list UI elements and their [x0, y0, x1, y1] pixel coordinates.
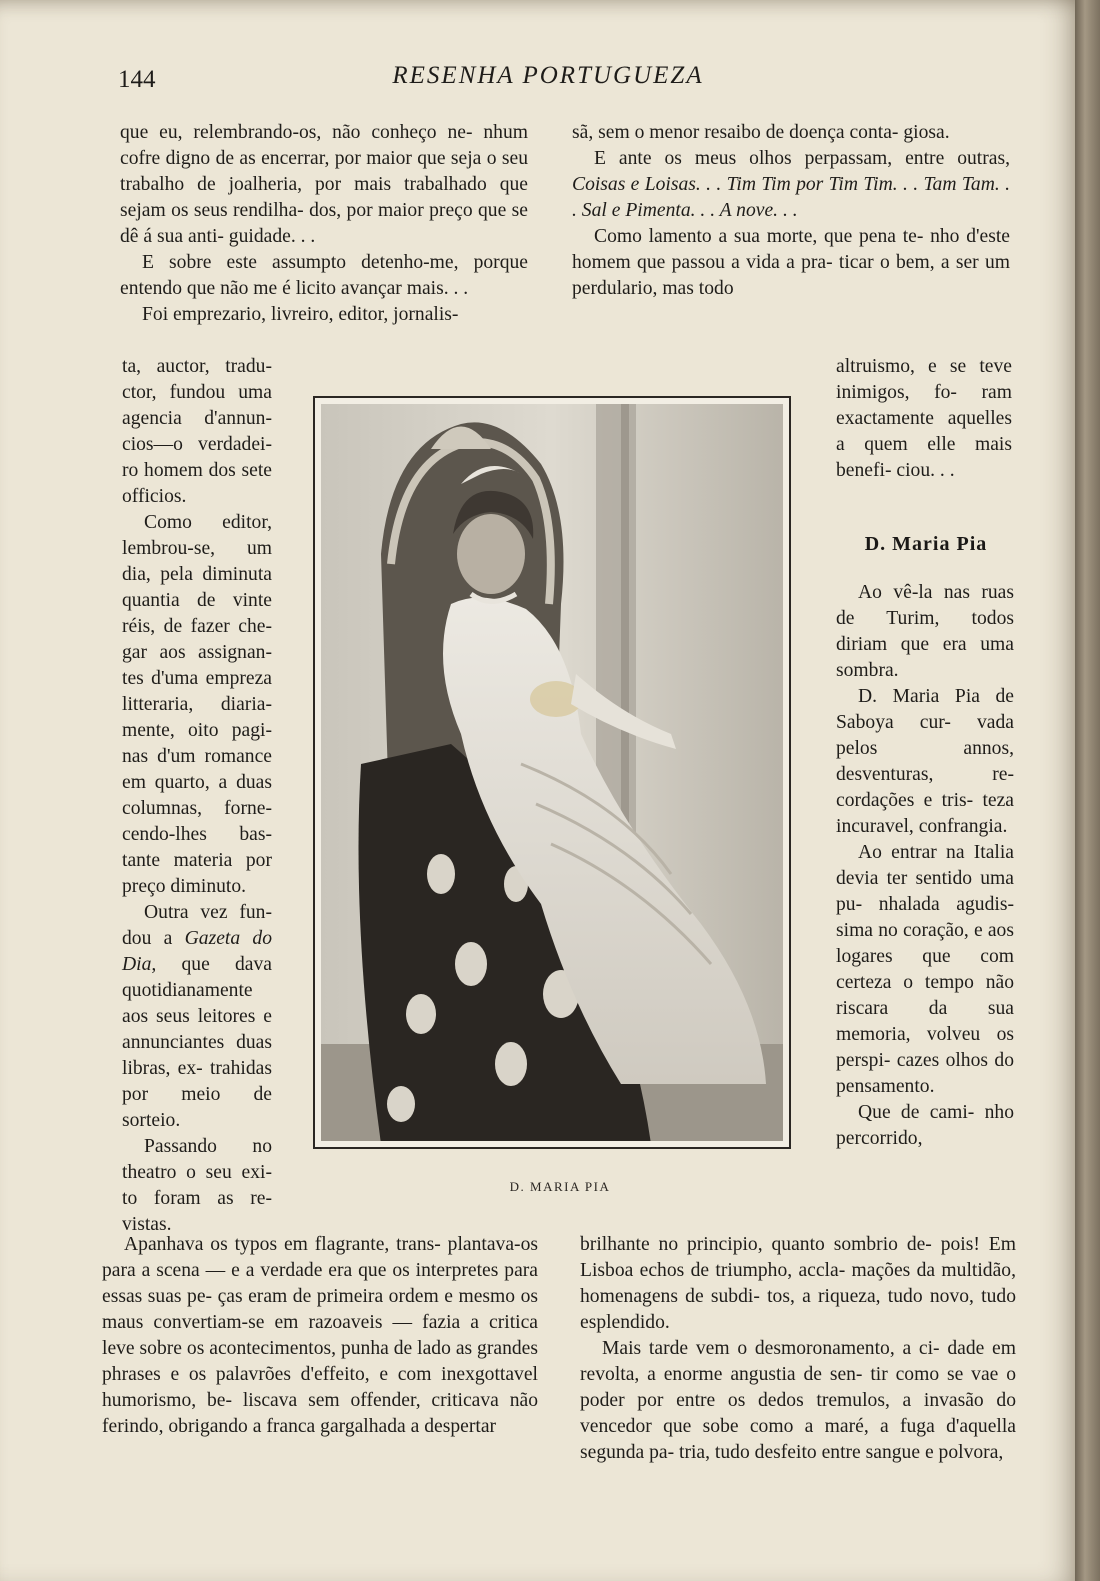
book-spine	[1075, 0, 1100, 1581]
text-run: que dava quotidianamente aos seus leitores e annunciantes duas libras, ex- trahidas por meio de sorteio.	[122, 954, 272, 1131]
right-column-narrow	[836, 580, 1014, 1152]
paragraph: sã, sem o menor resaibo de doença conta- giosa.	[572, 122, 950, 143]
section-heading: D. Maria Pia	[864, 533, 988, 555]
paragraph: Apanhava os typos em flagrante, trans- plantava-os para a scena — e a verdade era que os interpretes para essas suas pe- ças eram de primeira ordem e mesmo os maus convertiam-se em razoaveis — fazia a critica leve sobre os acontecimentos, punha de lado as grandes phrases e os palavrões d'effeito, e com inexgottavel humorismo, be- liscava sem offender, criticava não ferindo, obrigando a franca gargalhada a despertar	[102, 1234, 538, 1437]
paragraph: brilhante no principio, quanto sombrio de- pois! Em Lisboa echos de triumpho, accla- mações da multidão, homenagens de subdi- tos, a riqueza, tudo novo, tudo esplendido.	[580, 1234, 1016, 1333]
paragraph: altruismo, e se teve inimigos, fo- ram exactamente aquelles a quem elle mais benefi- ciou. . .	[836, 356, 1012, 481]
paragraph: ta, auctor, tradu- ctor, fundou uma agencia d'annun- cios—o verdadei- ro homem dos sete officios.	[122, 356, 272, 507]
portrait-photo	[313, 396, 791, 1149]
paragraph: que eu, relembrando-os, não conheço ne- nhum cofre digno de as encerrar, por maior que seja o seu trabalho de joalheria, por mais trabalhado que sejam os seus rendilha- dos, por maior preço que se dê á sua anti- guidade. . .	[120, 122, 528, 247]
paragraph	[572, 146, 1010, 224]
paragraph: E sobre este assumpto detenho-me, porque entendo que não me é licito avançar mais. . .	[120, 252, 528, 299]
right-column-upper	[572, 120, 1010, 302]
paragraph: Passando no theatro o seu exi- to foram as re- vistas.	[122, 1136, 272, 1235]
paragraph: Ao entrar na Italia devia ter sentido uma pu- nhalada agudis- sima no coração, e aos logares que com certeza o tempo não riscara da sua memoria, volveu os perspi- cazes olhos do pensamento.	[836, 842, 1014, 1097]
right-column-bottom	[580, 1232, 1016, 1466]
paragraph: Como editor, lembrou-se, um dia, pela diminuta quantia de vinte réis, de fazer che- gar aos assignan- tes d'uma empreza litteraria, diaria- mente, oito pagi- nas d'um romance em quarto, a duas columnas, forne- cendo-lhes bas- tante materia por preço diminuto.	[122, 512, 272, 897]
paragraph	[122, 900, 272, 1134]
paragraph: Mais tarde vem o desmoronamento, a ci- dade em revolta, a enorme angustia de sen- tir como se vae o poder por entre os dedos tremulos, a invasão do vencedor que sobe como a maré, a fuga d'aquella segunda pa- tria, tudo desfeito entre sangue e polvora,	[580, 1338, 1016, 1463]
text-run: E ante os meus olhos perpassam, entre outras,	[594, 148, 1010, 169]
paragraph: Como lamento a sua morte, que pena te- nho d'este homem que passou a vida a pra- ticar o bem, a ser um perdulario, mas todo	[572, 226, 1010, 299]
journal-title: RESENHA PORTUGUEZA	[392, 62, 704, 89]
left-column-narrow	[122, 354, 272, 1238]
paragraph: Que de cami- nho percorrido,	[836, 1102, 1014, 1149]
right-column-narrow-top	[836, 354, 1012, 484]
portrait-illustration	[321, 404, 783, 1141]
text-run: Outra vez fun- dou a	[122, 902, 272, 949]
photo-caption: D. MARIA PIA	[509, 1179, 611, 1194]
paragraph: Ao vê-la nas ruas de Turim, todos diriam que era uma sombra.	[836, 582, 1014, 681]
left-column-upper	[120, 120, 528, 328]
left-column-bottom	[102, 1232, 538, 1440]
face	[457, 514, 525, 594]
paragraph: D. Maria Pia de Saboya cur- vada pelos annos, desventuras, re- cordações e tris- teza incuravel, confrangia.	[836, 686, 1014, 837]
work-titles: Coisas e Loisas. . . Tim Tim por Tim Tim. . . Tam Tam. . . Sal e Pimenta. . . A nove. . .	[572, 174, 1010, 221]
paragraph: Foi emprezario, livreiro, editor, jornalis-	[142, 304, 459, 325]
newspaper-title: Gazeta do Dia,	[122, 928, 272, 975]
page-number: 144	[118, 66, 156, 93]
